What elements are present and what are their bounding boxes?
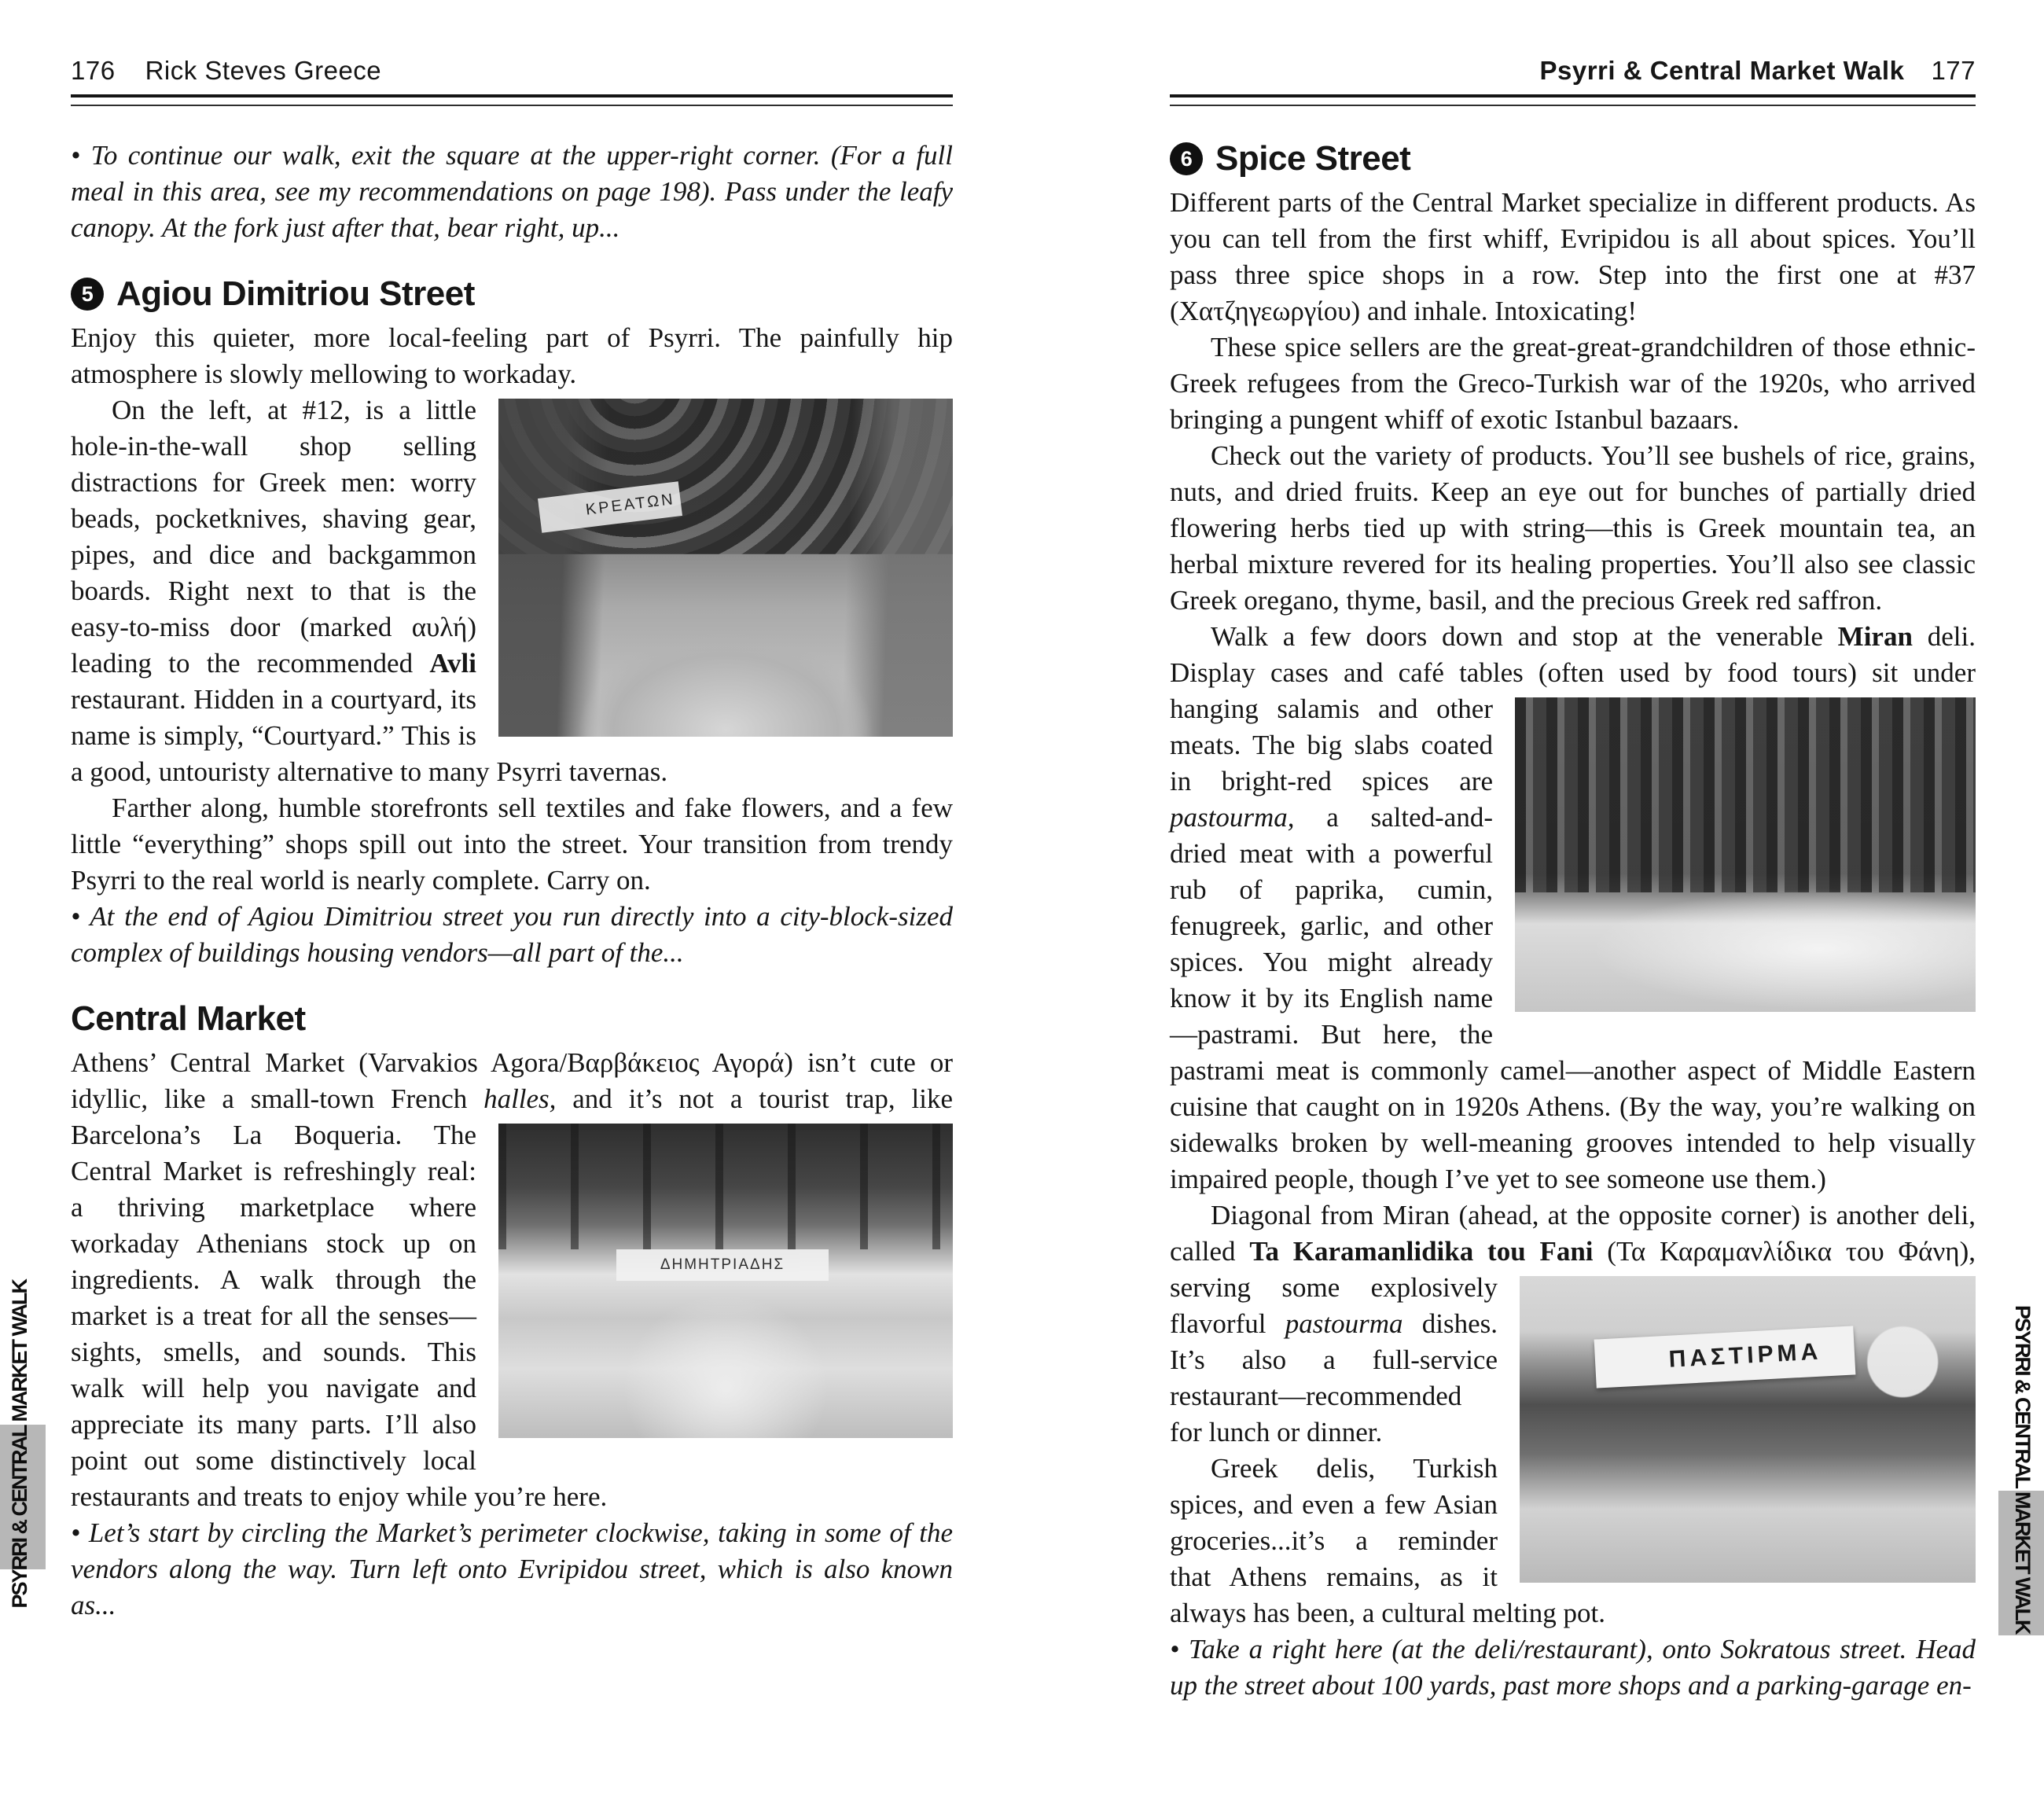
walking-direction: • Take a right here (at the deli/restaurant), onto Sokratous street. Head up the street about 100 yards, past more shops and a parking-garage en- [1170, 1634, 1976, 1701]
paragraph: These spice sellers are the great-great-grandchildren of those ethnic-Greek refugees from the Greco-Turkish war of the 1920s, who arrived bringing a pungent whiff of exotic Istanbul bazaars. [1170, 332, 1976, 435]
karamanlidika-deli-photo [1520, 1276, 1976, 1583]
text-segment: Diagonal from Miran (ahead, at the opposite corner) is another deli, called [1170, 1200, 1976, 1267]
section-title: Central Market [71, 999, 306, 1038]
section-title: Agiou Dimitriou Street [116, 274, 475, 313]
text-segment: On the left, at #12, is a little hole-in-the-wall shop selling distractions for Greek men: worry beads, pocketknives, shaving gear, pipes, and dice and backgammon boards. Right next to that is the easy-to-miss door (marked αυλή) leading to the recommended [71, 395, 476, 679]
paragraph [1170, 619, 1976, 1197]
chapter-sidebar-label-left: PSYRRI & CENTRAL MARKET WALK [8, 1280, 31, 1609]
walking-direction-intro: • To continue our walk, exit the square at the upper-right corner. (For a full meal in this area, see my recommendations on page 198). Pass under the leafy canopy. At the fork just after that, bear right, up... [71, 140, 953, 243]
text-segment: Athens’ Central Market (Varvakios Agora/Βαρβάκειος Αγορά) isn’t cute or idyllic, like a small-town French [71, 1047, 953, 1114]
text-segment: a salted-and-dried meat with a powerful rub of paprika, cumin, fenugreek, garlic, and other spices. You might already know it by its English name—pastrami. But here, the pastrami meat is commonly camel—another aspect of Middle Eastern cuisine that caught on in 1920s Athens. (By the way, you’re walking on sidewalks broken by well-meaning grooves intended to help visually impaired people, though I’ve yet to see someone use them.) [1170, 802, 1976, 1194]
miran-deli-photo [1515, 697, 1976, 1012]
karamanlidika-deli-name: Ta Karamanlidika tou Fani [1249, 1236, 1594, 1267]
italic-text: pastourma [1285, 1308, 1403, 1339]
header-rule-right [1170, 94, 1976, 106]
book-title: Rick Steves Greece [145, 56, 382, 85]
italic-text: pastourma, [1170, 802, 1295, 833]
running-header-left [71, 55, 953, 86]
text-segment: hanging salamis and other meats. The big slabs coated in bright-red spices are [1170, 693, 1493, 796]
page-number-right: 177 [1931, 56, 1976, 85]
chapter-title: Psyrri & Central Market Walk [1539, 56, 1905, 85]
walking-direction: • At the end of Agiou Dimitriou street you run directly into a city-block-sized complex of buildings housing vendors—all part of the... [71, 901, 953, 968]
central-market-hall-photo [498, 1124, 953, 1438]
paragraph: Check out the variety of products. You’ll see bushels of rice, grains, nuts, and dried fruits. Keep an eye out for bunches of partially dried flowering herbs tied up with string—this is Greek mountain tea, an herbal mixture revered for its healing properties. You’ll also see classic Greek oregano, thyme, basil, and the precious Greek red saffron. [1170, 440, 1976, 616]
agiou-dimitriou-street-photo [498, 399, 953, 737]
paragraph [71, 392, 953, 790]
paragraph: Enjoy this quieter, more local-feeling part of Psyrri. The painfully hip atmosphere is slowly mellowing to workaday. [71, 322, 953, 389]
text-segment: του Φάνη), serving some explosively flavorful [1170, 1236, 1976, 1339]
text-segment: (Τα Καραμανλίδικα [1593, 1236, 1833, 1267]
running-header-right [1170, 55, 1976, 86]
walking-direction: • Let’s start by circling the Market’s perimeter clockwise, taking in some of the vendors along the way. Turn left onto Evripidou street, which is also known as... [71, 1517, 953, 1620]
header-rule-left [71, 94, 953, 106]
paragraph: Greek delis, Turkish spices, and even a few Asian groceries...it’s a reminder that Athens remains, as it always has been, a cultural melting pot. [1170, 1453, 1606, 1628]
photo-pastirma-sign: ΠΑΣΤΙΡΜΑ [1594, 1326, 1856, 1388]
text-segment: Walk a few doors down and stop at the venerable [1211, 621, 1838, 652]
text-segment: and it’s not a [556, 1083, 743, 1114]
text-segment: dishes. It’s also a full-service restaurant—recommended for lunch or dinner. [1170, 1308, 1498, 1447]
photo-butcher-sign: ΚΡΕΑΤΩΝ [538, 481, 682, 533]
paragraph [1170, 1197, 1976, 1451]
avli-restaurant-name: Avli [429, 648, 476, 679]
text-segment: tourist trap, like Barcelona’s La Boqueria. The Central Market is refreshingly real: a thriving marketplace where workaday Athenians stock up on ingredients. A walk through the market is a treat for all the senses—sights, smells, and sounds. This walk will help you navigate and appreciate its many parts. I’ll also point out some distinctively local restaurants and treats to enjoy while you’re here. [71, 1083, 954, 1512]
page-177 [1170, 55, 1976, 1704]
italic-text: halles, [483, 1083, 557, 1114]
paragraph [71, 1045, 953, 1515]
miran-deli-name: Miran [1837, 621, 1913, 652]
stop-number-badge-6: 6 [1170, 142, 1203, 175]
paragraph: Different parts of the Central Market specialize in different products. As you can tell from the first whiff, Evripidou is all about spices. You’ll pass three spice shops in a row. Step into the first one at #37 (Χατζηγεωργίου) and inhale. Intoxicating! [1170, 187, 1976, 326]
section-title: Spice Street [1215, 139, 1411, 178]
text-segment: deli. Display cases and café tables (often used by food tours) sit under [1170, 621, 1976, 688]
text-segment: restaurant. Hidden in a courtyard, its name is simply, “Courtyard.” This is a good, untouristy alternative to many Psyrri tavernas. [71, 684, 668, 787]
chapter-sidebar-label-right: PSYRRI & CENTRAL MARKET WALK [2011, 1305, 2035, 1634]
page-number-left: 176 [71, 56, 116, 85]
page-176 [71, 55, 953, 1624]
section-heading-central-market [71, 999, 953, 1039]
stop-number-badge-5: 5 [71, 278, 104, 311]
section-heading-agiou-dimitriou [71, 274, 953, 314]
paragraph: Farther along, humble storefronts sell textiles and fake flowers, and a few little “everything” shops spill out into the street. Your transition from trendy Psyrri to the real world is nearly complete. Carry on. [71, 793, 953, 896]
section-heading-spice-street [1170, 139, 1976, 178]
photo-stall-sign: ΔΗΜΗΤΡΙΑΔΗΣ [616, 1249, 829, 1281]
